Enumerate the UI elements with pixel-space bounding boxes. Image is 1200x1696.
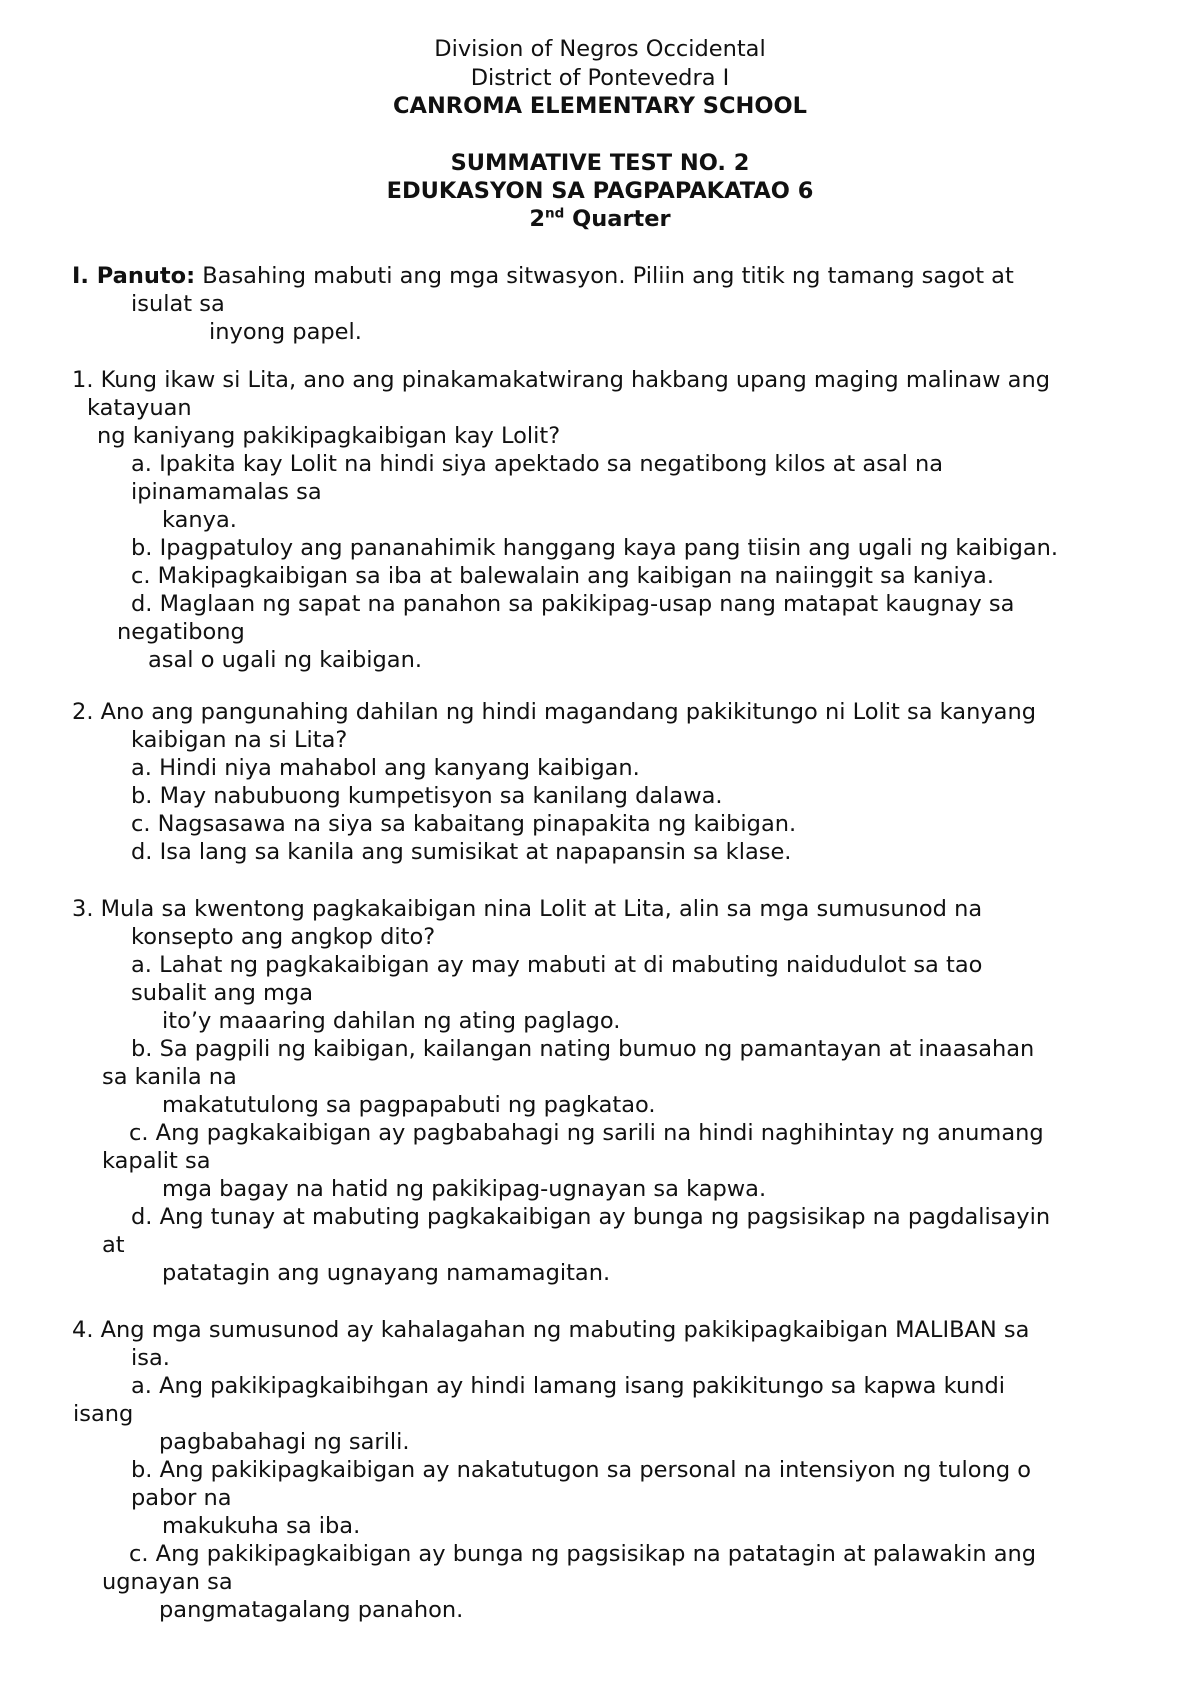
school-name: CANROMA ELEMENTARY SCHOOL [393, 93, 807, 119]
instructions-line-2: isulat sa [131, 291, 225, 317]
question-2-stem-line-1: 2. Ano ang pangunahing dahilan ng hindi magandang pakikitungo ni Lolit sa kanyang [72, 699, 1036, 725]
question-3-stem-line-1: 3. Mula sa kwentong pagkakaibigan nina Lolit at Lita, alin sa mga sumusunod na [72, 896, 983, 922]
q3-choice-a-line-3: ito’y maaaring dahilan ng ating paglago. [162, 1008, 621, 1034]
q3-choice-c-line-1: c. Ang pagkakaibigan ay pagbabahagi ng sarili na hindi naghihintay ng anumang [129, 1120, 1044, 1146]
instructions-text-1: Basahing mabuti ang mga sitwasyon. Piliin ang titik ng tamang sagot at [202, 263, 1014, 289]
q2-choice-b: b. May nabubuong kumpetisyon sa kanilang dalawa. [131, 783, 723, 809]
q1-choice-d-line-1: d. Maglaan ng sapat na panahon sa pakikipag-usap nang matapat kaugnay sa [131, 591, 1015, 617]
q3-choice-b-line-2: sa kanila na [102, 1064, 237, 1090]
q3-choice-d-line-1: d. Ang tunay at mabuting pagkakaibigan ay bunga ng pagsisikap na pagdalisayin [131, 1204, 1051, 1230]
q4-choice-c-line-3: pangmatagalang panahon. [159, 1597, 464, 1623]
quarter-number: 2 [529, 206, 545, 232]
q4-choice-a-line-3: pagbabahagi ng sarili. [159, 1429, 410, 1455]
q1-choice-d-line-2: negatibong [117, 619, 245, 645]
q1-choice-d-line-3: asal o ugali ng kaibigan. [148, 647, 422, 673]
district-name: District of Pontevedra I [470, 65, 730, 91]
q4-choice-b-line-3: makukuha sa iba. [162, 1513, 361, 1539]
q3-choice-c-line-3: mga bagay na hatid ng pakikipag-ugnayan sa kapwa. [162, 1176, 767, 1202]
instructions-line-3: inyong papel. [209, 319, 362, 345]
question-1-stem-line-2: katayuan [87, 395, 192, 421]
q4-choice-c-line-1: c. Ang pakikipagkaibigan ay bunga ng pagsisikap na patatagin at palawakin ang [129, 1541, 1037, 1567]
q3-choice-d-line-2: at [102, 1232, 125, 1258]
q4-choice-b-line-1: b. Ang pakikipagkaibigan ay nakatutugon sa personal na intensiyon ng tulong o [131, 1457, 1032, 1483]
quarter-label [0, 205, 1200, 232]
q1-choice-a-line-3: kanya. [162, 507, 237, 533]
instructions-label: I. Panuto: [72, 263, 196, 289]
instructions-line-1 [72, 265, 1014, 288]
q2-choice-a: a. Hindi niya mahabol ang kanyang kaibigan. [131, 755, 640, 781]
q3-choice-b-line-3: makatutulong sa pagpapabuti ng pagkatao. [162, 1092, 656, 1118]
question-4-stem-line-1: 4. Ang mga sumusunod ay kahalagahan ng mabuting pakikipagkaibigan MALIBAN sa [72, 1317, 1030, 1343]
subject-title: EDUKASYON SA PAGPAPAKATAO 6 [386, 178, 814, 204]
question-4-stem-line-2: isa. [131, 1345, 170, 1371]
q1-choice-b: b. Ipagpatuloy ang pananahimik hanggang kaya pang tiisin ang ugali ng kaibigan. [131, 535, 1059, 561]
question-1-stem-line-3: ng kaniyang pakikipagkaibigan kay Lolit? [97, 423, 561, 449]
question-2-stem-line-2: kaibigan na si Lita? [131, 727, 348, 753]
q4-choice-a-line-1: a. Ang pakikipagkaibihgan ay hindi lamang isang pakikitungo sa kapwa kundi [131, 1373, 1005, 1399]
q3-choice-a-line-2: subalit ang mga [131, 980, 313, 1006]
division-name: Division of Negros Occidental [434, 36, 766, 62]
q4-choice-a-line-2: isang [73, 1401, 134, 1427]
quarter-word: Quarter [572, 206, 671, 232]
q3-choice-d-line-3: patatagin ang ugnayang namamagitan. [162, 1260, 611, 1286]
q1-choice-a-line-2: ipinamamalas sa [131, 479, 322, 505]
question-1-stem-line-1: 1. Kung ikaw si Lita, ano ang pinakamakatwirang hakbang upang maging malinaw ang [72, 367, 1050, 393]
q2-choice-d: d. Isa lang sa kanila ang sumisikat at napapansin sa klase. [131, 839, 792, 865]
q1-choice-c: c. Makipagkaibigan sa iba at balewalain ang kaibigan na naiinggit sa kaniya. [131, 563, 994, 589]
q3-choice-c-line-2: kapalit sa [102, 1148, 211, 1174]
q2-choice-c: c. Nagsasawa na siya sa kabaitang pinapakita ng kaibigan. [131, 811, 797, 837]
q1-choice-a-line-1: a. Ipakita kay Lolit na hindi siya apektado sa negatibong kilos at asal na [131, 451, 944, 477]
test-title: SUMMATIVE TEST NO. 2 [450, 150, 750, 176]
q4-choice-c-line-2: ugnayan sa [102, 1569, 233, 1595]
q4-choice-b-line-2: pabor na [131, 1485, 232, 1511]
quarter-suffix: nd [544, 205, 565, 222]
q3-choice-a-line-1: a. Lahat ng pagkakaibigan ay may mabuti at di mabuting naidudulot sa tao [131, 952, 983, 978]
q3-choice-b-line-1: b. Sa pagpili ng kaibigan, kailangan nating bumuo ng pamantayan at inaasahan [131, 1036, 1035, 1062]
question-3-stem-line-2: konsepto ang angkop dito? [131, 924, 436, 950]
